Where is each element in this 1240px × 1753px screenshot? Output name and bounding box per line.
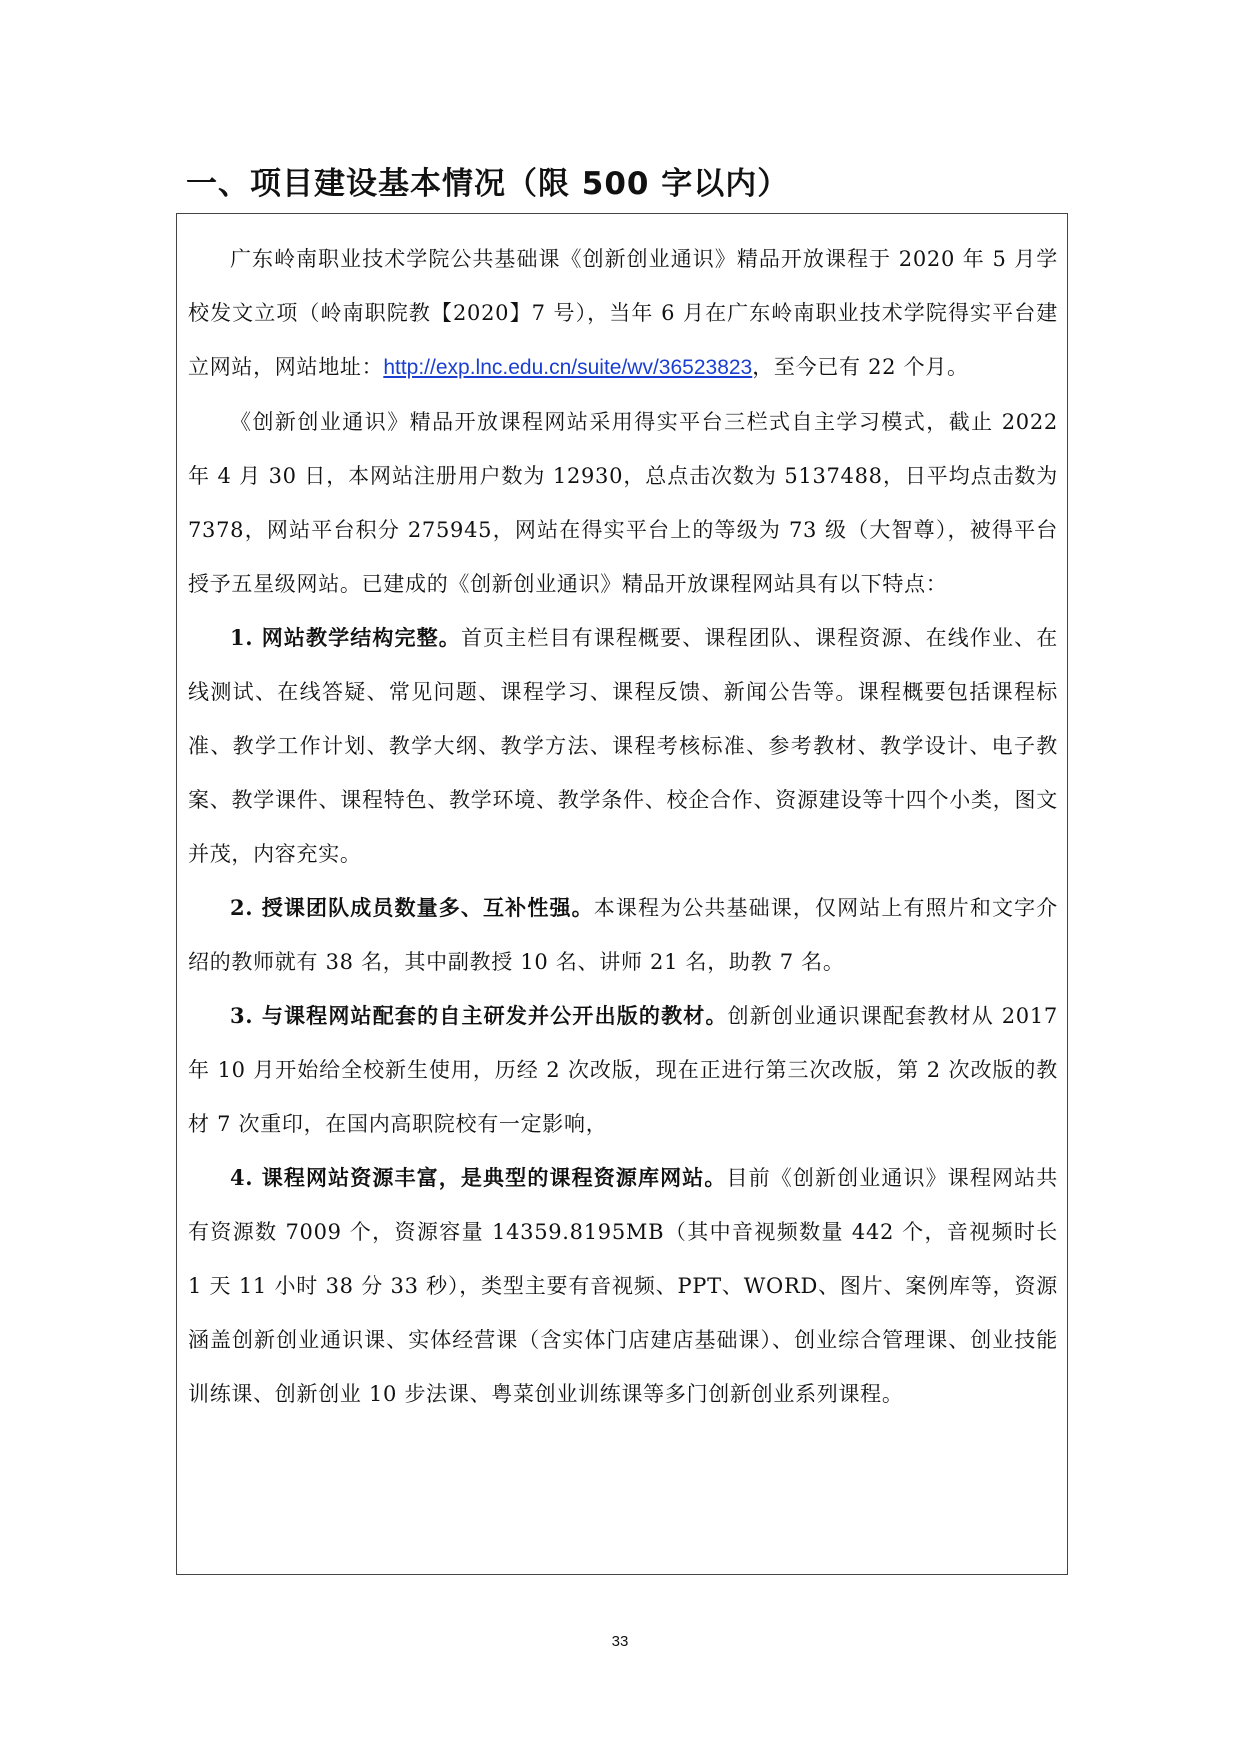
paragraph-stats — [188, 395, 1058, 611]
feature-4-text: 目前《创新创业通识》课程网站共有资源数 7009 个，资源容量 14359.8195MB（其中音视频数量 442 个，音视频时长 1 天 11 小时 38 分 33 秒），类型主要有音视频、PPT、WORD、图片、案例库等，资源涵盖创新创业通识课、实体经营课（含实体门店建店基础课）、创业综合管理课、创业技能训练课、创新创业 10 步法课、粤菜创业训练课等多门创新创业系列课程。 — [188, 1166, 1058, 1406]
section-heading: 一、项目建设基本情况（限 500 字以内） — [186, 166, 790, 202]
paragraph-intro — [188, 232, 1058, 395]
feature-3-title: 3. 与课程网站配套的自主研发并公开出版的教材。 — [230, 1003, 728, 1028]
feature-1-title: 1. 网站教学结构完整。 — [230, 625, 461, 650]
paragraph-feature-1 — [188, 611, 1058, 881]
paragraph-intro-tail: ，至今已有 22 个月。 — [752, 355, 969, 379]
paragraph-stats-text: 《创新创业通识》精品开放课程网站采用得实平台三栏式自主学习模式，截止 2022 年 4 月 30 日，本网站注册用户数为 12930，总点击次数为 5137488，日平均点击数为 7378，网站平台积分 275945，网站在得实平台上的等级为 73 级（大智尊），被得平台授予五星级网站。已建成的《创新创业通识》精品开放课程网站具有以下特点： — [188, 410, 1058, 596]
page-number: 33 — [611, 1633, 629, 1650]
feature-1-text: 首页主栏目有课程概要、课程团队、课程资源、在线作业、在线测试、在线答疑、常见问题、课程学习、课程反馈、新闻公告等。课程概要包括课程标准、教学工作计划、教学大纲、教学方法、课程考核标准、参考教材、教学设计、电子教案、教学课件、课程特色、教学环境、教学条件、校企合作、资源建设等十四个小类，图文并茂，内容充实。 — [188, 626, 1058, 866]
paragraph-intro-text: 广东岭南职业技术学院公共基础课《创新创业通识》精品开放课程于 2020 年 5 月学校发文立项（岭南职院教【2020】7 号），当年 6 月在广东岭南职业技术学院得实平台建立网站，网站地址： — [188, 247, 1058, 379]
content-body — [188, 232, 1058, 1421]
paragraph-feature-4 — [188, 1151, 1058, 1421]
feature-4-title: 4. 课程网站资源丰富，是典型的课程资源库网站。 — [230, 1165, 727, 1190]
website-link[interactable]: http://exp.lnc.edu.cn/suite/wv/36523823 — [383, 356, 753, 379]
paragraph-feature-2 — [188, 881, 1058, 989]
paragraph-feature-3 — [188, 989, 1058, 1151]
feature-2-text: 本课程为公共基础课，仅网站上有照片和文字介绍的教师就有 38 名，其中副教授 10 名、讲师 21 名，助教 7 名。 — [188, 896, 1058, 974]
feature-2-title: 2. 授课团队成员数量多、互补性强。 — [230, 895, 594, 920]
feature-3-text: 创新创业通识课配套教材从 2017 年 10 月开始给全校新生使用，历经 2 次改版，现在正进行第三次改版，第 2 次改版的教材 7 次重印，在国内高职院校有一定影响， — [188, 1004, 1058, 1136]
